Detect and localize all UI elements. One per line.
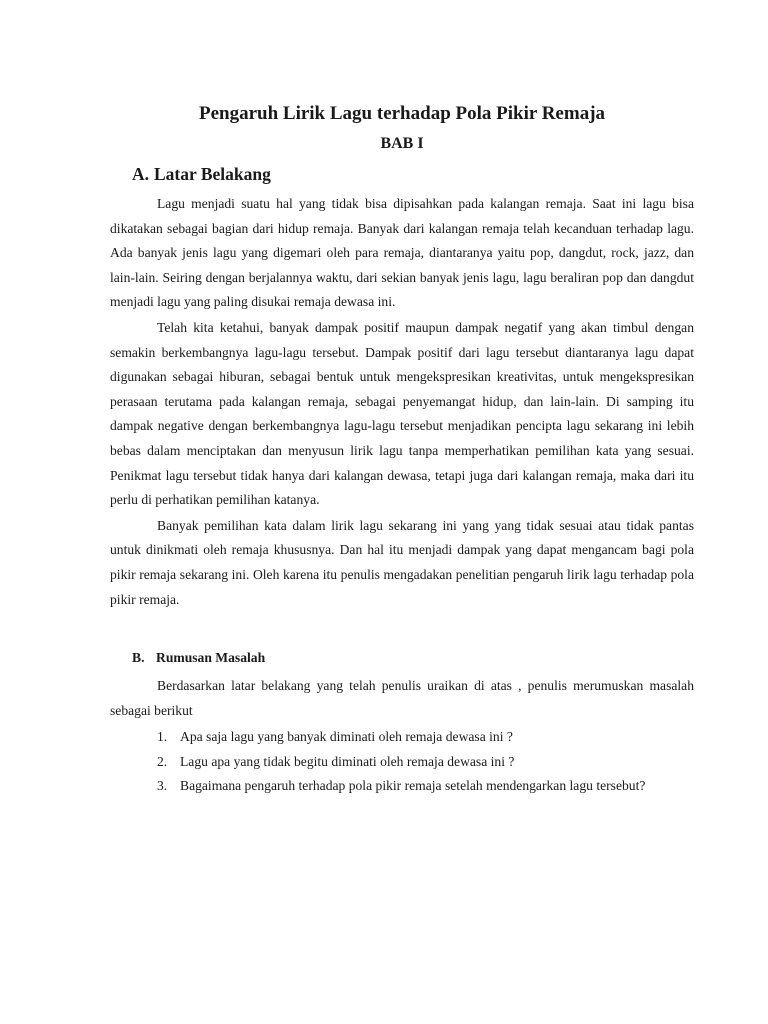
list-number: 2. <box>157 753 168 769</box>
section-a-label: A. <box>132 164 150 184</box>
paragraph: Telah kita ketahui, banyak dampak positif maupun dampak negatif yang akan timbul dengan semakin berkembangnya lagu-lagu tersebut. Dampak positif dari lagu tersebut diantaranya lagu dapat digunakan sebagai hiburan, sebagai bentuk untuk mengekspresikan kreativitas, untuk mengekspresikan perasaan terutama pada kalangan remaja, sebagai penyemangat hidup, dan lain-lain. Di samping itu dampak negative dengan berkembangnya lagu-lagu tersebut menjadikan pencipta lagu sekarang ini lebih bebas dalam menciptakan dan menyusun lirik lagu tanpa memperhatikan pemilihan kata yang sesuai. Penikmat lagu tersebut tidak hanya dari kalangan dewasa, tetapi juga dari kalangan remaja, maka dari itu perlu di perhatikan pemilihan katanya. <box>110 319 694 508</box>
section-b-label: B. <box>132 650 145 666</box>
paragraph: Berdasarkan latar belakang yang telah penulis uraikan di atas , penulis merumuskan masalah sebagai berikut <box>110 678 694 718</box>
list-text: Bagaimana pengaruh terhadap pola pikir remaja setelah mendengarkan lagu tersebut? <box>180 778 646 794</box>
section-b-title: Rumusan Masalah <box>156 650 266 666</box>
list-number: 3. <box>157 778 168 794</box>
list-number: 1. <box>157 729 168 745</box>
list-item <box>110 774 694 799</box>
section-a-title: Latar Belakang <box>154 164 271 184</box>
section-b-heading <box>110 646 694 670</box>
section-a-heading <box>110 160 694 188</box>
list-text: Apa saja lagu yang banyak diminati oleh remaja dewasa ini ? <box>180 729 513 745</box>
list-item <box>110 750 694 775</box>
chapter-heading: BAB I <box>380 135 424 152</box>
list-text: Lagu apa yang tidak begitu diminati oleh remaja dewasa ini ? <box>180 753 515 769</box>
document-title: Pengaruh Lirik Lagu terhadap Pola Pikir Remaja <box>198 103 606 124</box>
paragraph: Lagu menjadi suatu hal yang tidak bisa dipisahkan pada kalangan remaja. Saat ini lagu bisa dikatakan sebagai bagian dari hidup remaja. Banyak dari kalangan remaja telah kecanduan terhadap lagu. Ada banyak jenis lagu yang digemari oleh para remaja, diantaranya yaitu pop, dangdut, rock, jazz, dan lain-lain. Seiring dengan berjalannya waktu, dari sekian banyak jenis lagu, lagu beraliran pop dan dangdut menjadi lagu yang paling disukai remaja dewasa ini. <box>110 196 694 310</box>
document-page <box>110 100 694 799</box>
list-item <box>110 725 694 750</box>
paragraph: Banyak pemilihan kata dalam lirik lagu sekarang ini yang yang tidak sesuai atau tidak pantas untuk dinikmati oleh remaja khususnya. Dan hal itu menjadi dampak yang dapat mengancam bagi pola pikir remaja sekarang ini. Oleh karena itu penulis mengadakan penelitian pengaruh lirik lagu terhadap pola pikir remaja. <box>110 517 694 607</box>
question-list <box>110 725 694 799</box>
